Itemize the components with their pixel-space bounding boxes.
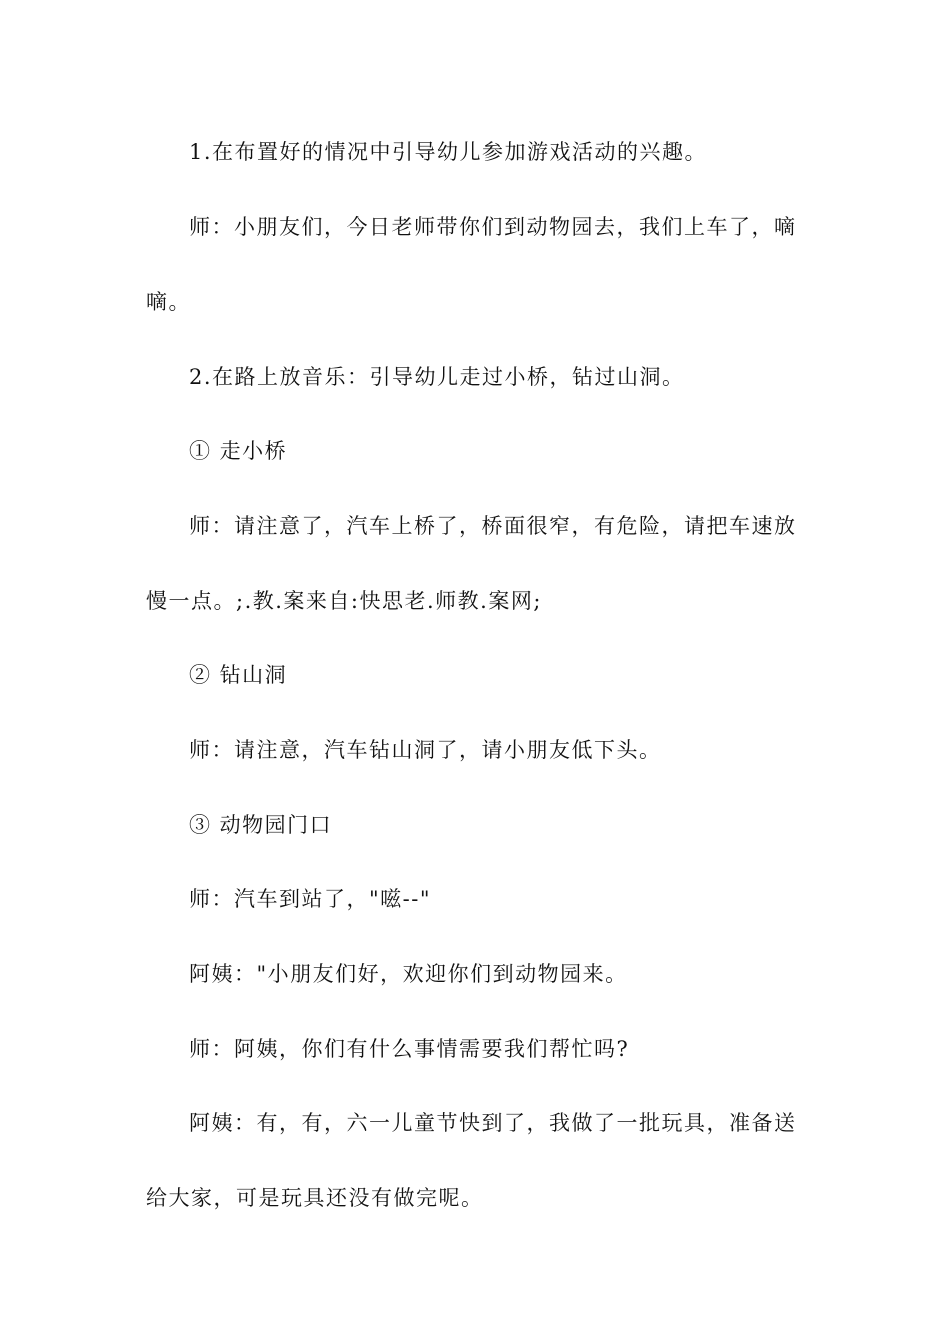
paragraph-line: 阿姨："小朋友们好，欢迎你们到动物园来。: [189, 962, 628, 986]
paragraph-line: 师：小朋友们，今日老师带你们到动物园去，我们上车了，嘀: [189, 215, 797, 239]
list-item: ② 钻山洞: [189, 663, 288, 687]
paragraph-line: 1.在布置好的情况中引导幼儿参加游戏活动的兴趣。: [189, 140, 708, 164]
list-item: ① 走小桥: [189, 439, 288, 463]
paragraph-line: 2.在路上放音乐：引导幼儿走过小桥，钻过山洞。: [189, 365, 685, 389]
paragraph-line: 师：请注意，汽车钻山洞了，请小朋友低下头。: [189, 738, 662, 762]
paragraph-line: 给大家，可是玩具还没有做完呢。: [146, 1186, 484, 1210]
paragraph-line: 慢一点。;.教.案来自:快思老.师教.案网;: [146, 589, 542, 613]
paragraph-line: 师：阿姨，你们有什么事情需要我们帮忙吗?: [189, 1037, 630, 1061]
list-item: ③ 动物园门口: [189, 813, 333, 837]
paragraph-line: 阿姨：有，有，六一儿童节快到了，我做了一批玩具，准备送: [189, 1111, 797, 1135]
paragraph-line: 师：请注意了，汽车上桥了，桥面很窄，有危险，请把车速放: [189, 514, 797, 538]
paragraph-line: 师：汽车到站了，"嗞--": [189, 887, 432, 911]
paragraph-line: 嘀。: [146, 290, 191, 314]
